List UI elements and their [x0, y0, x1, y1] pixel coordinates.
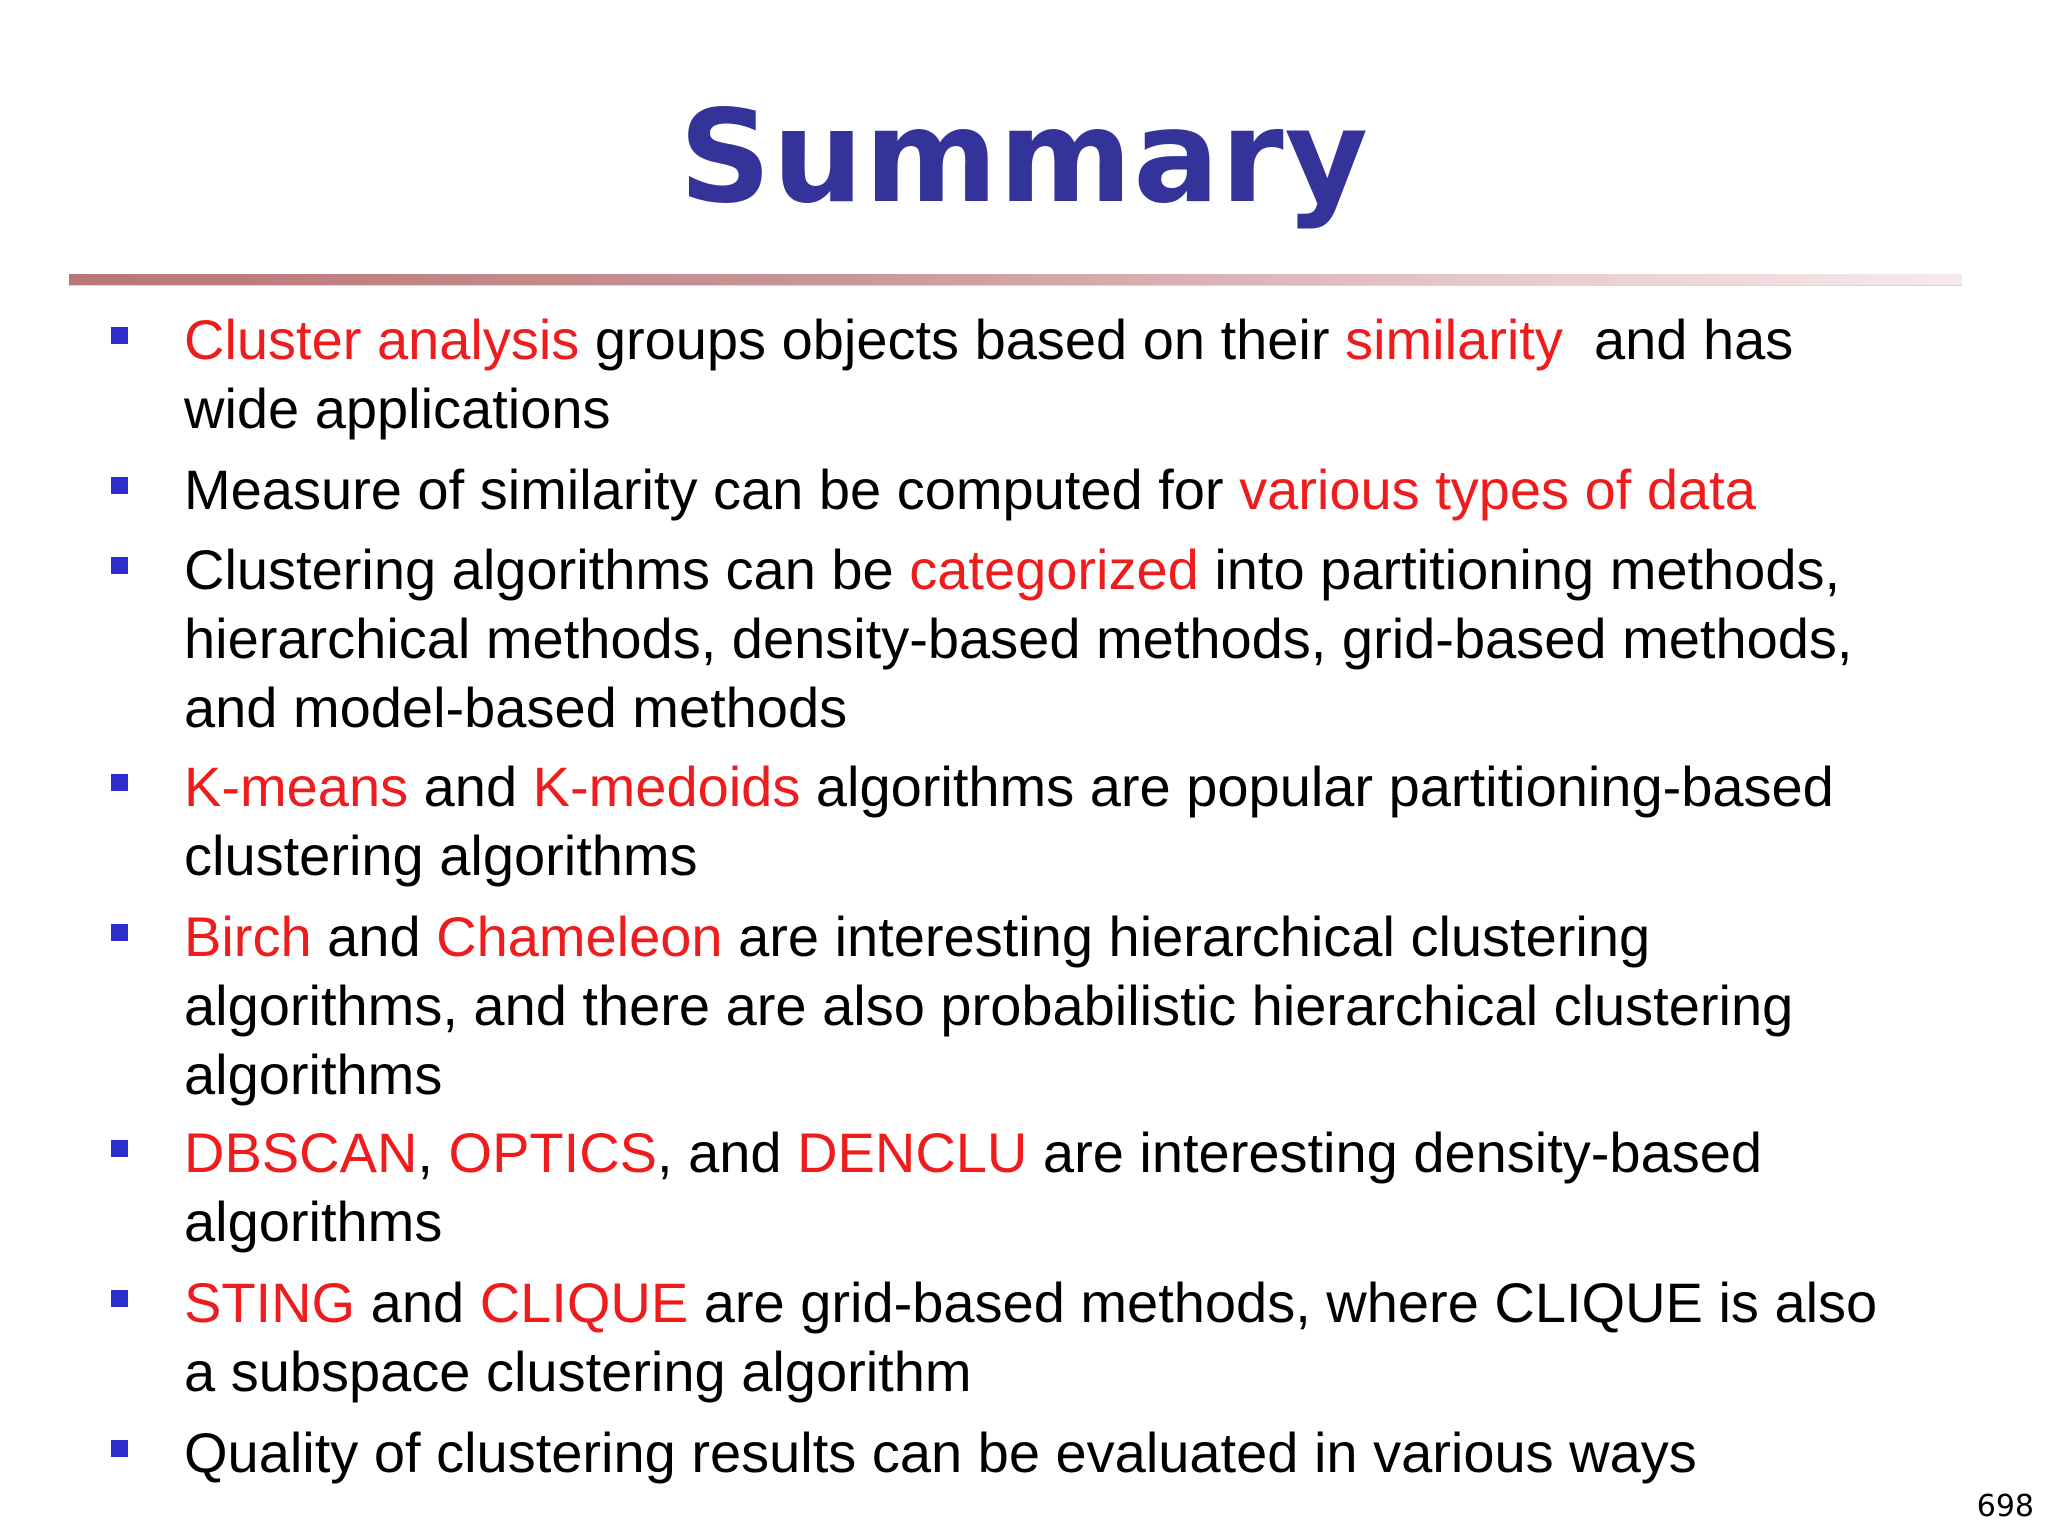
square-bullet-icon: [111, 327, 128, 344]
bullet-line: [184, 1418, 1944, 1487]
square-bullet-icon: [111, 1290, 128, 1307]
highlight-text: similarity: [1345, 308, 1563, 371]
bullet-line: wide applications: [184, 377, 611, 440]
bullet-line: [184, 902, 1944, 971]
bullet-line: hierarchical methods, density-based methods, grid-based methods,: [184, 607, 1853, 670]
square-bullet-icon: [111, 557, 128, 574]
highlight-text: various types of data: [1239, 458, 1756, 521]
bullet-line: [184, 455, 1944, 524]
bullet-line: algorithms, and there are also probabilistic hierarchical clustering: [184, 974, 1794, 1037]
highlight-text: K-medoids: [532, 755, 801, 818]
bullet-line: algorithms: [184, 1190, 443, 1253]
body-text: , and: [656, 1121, 798, 1184]
body-text: algorithms are popular partitioning-based: [800, 755, 1834, 818]
bullet-line: [184, 752, 1944, 821]
square-bullet-icon: [111, 477, 128, 494]
bullet-item-cluster-analysis: [184, 305, 1944, 443]
highlight-text: Cluster analysis: [184, 308, 580, 371]
bullet-item-sting: [184, 1268, 1944, 1406]
bullet-line: and model-based methods: [184, 676, 848, 739]
body-text: ,: [417, 1121, 449, 1184]
highlight-text: DENCLU: [797, 1121, 1028, 1184]
bullet-line: a subspace clustering algorithm: [184, 1340, 972, 1403]
body-text: Quality of clustering results can be evaluated in various ways: [184, 1421, 1697, 1484]
bullet-line: clustering algorithms: [184, 824, 698, 887]
bullet-item-categorized: [184, 535, 1944, 742]
body-text: into partitioning methods,: [1198, 538, 1841, 601]
highlight-text: Chameleon: [436, 905, 723, 968]
bullet-line: [184, 535, 1944, 604]
bullet-item-birch: [184, 902, 1944, 1109]
highlight-text: OPTICS: [448, 1121, 657, 1184]
body-text: and: [355, 1271, 480, 1334]
body-text: Clustering algorithms can be: [184, 538, 910, 601]
highlight-text: Birch: [184, 905, 312, 968]
body-text: are interesting density-based: [1027, 1121, 1763, 1184]
square-bullet-icon: [111, 1440, 128, 1457]
bullet-line: [184, 1268, 1944, 1337]
highlight-text: STING: [184, 1271, 356, 1334]
bullet-item-kmeans: [184, 752, 1944, 890]
highlight-text: DBSCAN: [184, 1121, 418, 1184]
bullet-line: [184, 1118, 1944, 1187]
bullet-item-quality: [184, 1418, 1944, 1487]
bullet-line: algorithms: [184, 1043, 443, 1106]
body-text: Measure of similarity can be computed for: [184, 458, 1240, 521]
bullet-line: [184, 305, 1944, 374]
square-bullet-icon: [111, 924, 128, 941]
body-text: are grid-based methods, where CLIQUE is also: [688, 1271, 1878, 1334]
highlight-text: CLIQUE: [479, 1271, 689, 1334]
square-bullet-icon: [111, 774, 128, 791]
slide-title: Summary: [679, 83, 1369, 232]
body-text: are interesting hierarchical clustering: [722, 905, 1651, 968]
bullet-item-similarity-measure: [184, 455, 1944, 524]
square-bullet-icon: [111, 1140, 128, 1157]
highlight-text: K-means: [184, 755, 409, 818]
body-text: and has: [1562, 308, 1794, 371]
body-text: and: [408, 755, 533, 818]
body-text: groups objects based on their: [579, 308, 1346, 371]
page-number: 698: [1976, 1489, 2034, 1524]
highlight-text: categorized: [909, 538, 1199, 601]
body-text: and: [311, 905, 437, 968]
bullet-item-dbscan: [184, 1118, 1944, 1256]
